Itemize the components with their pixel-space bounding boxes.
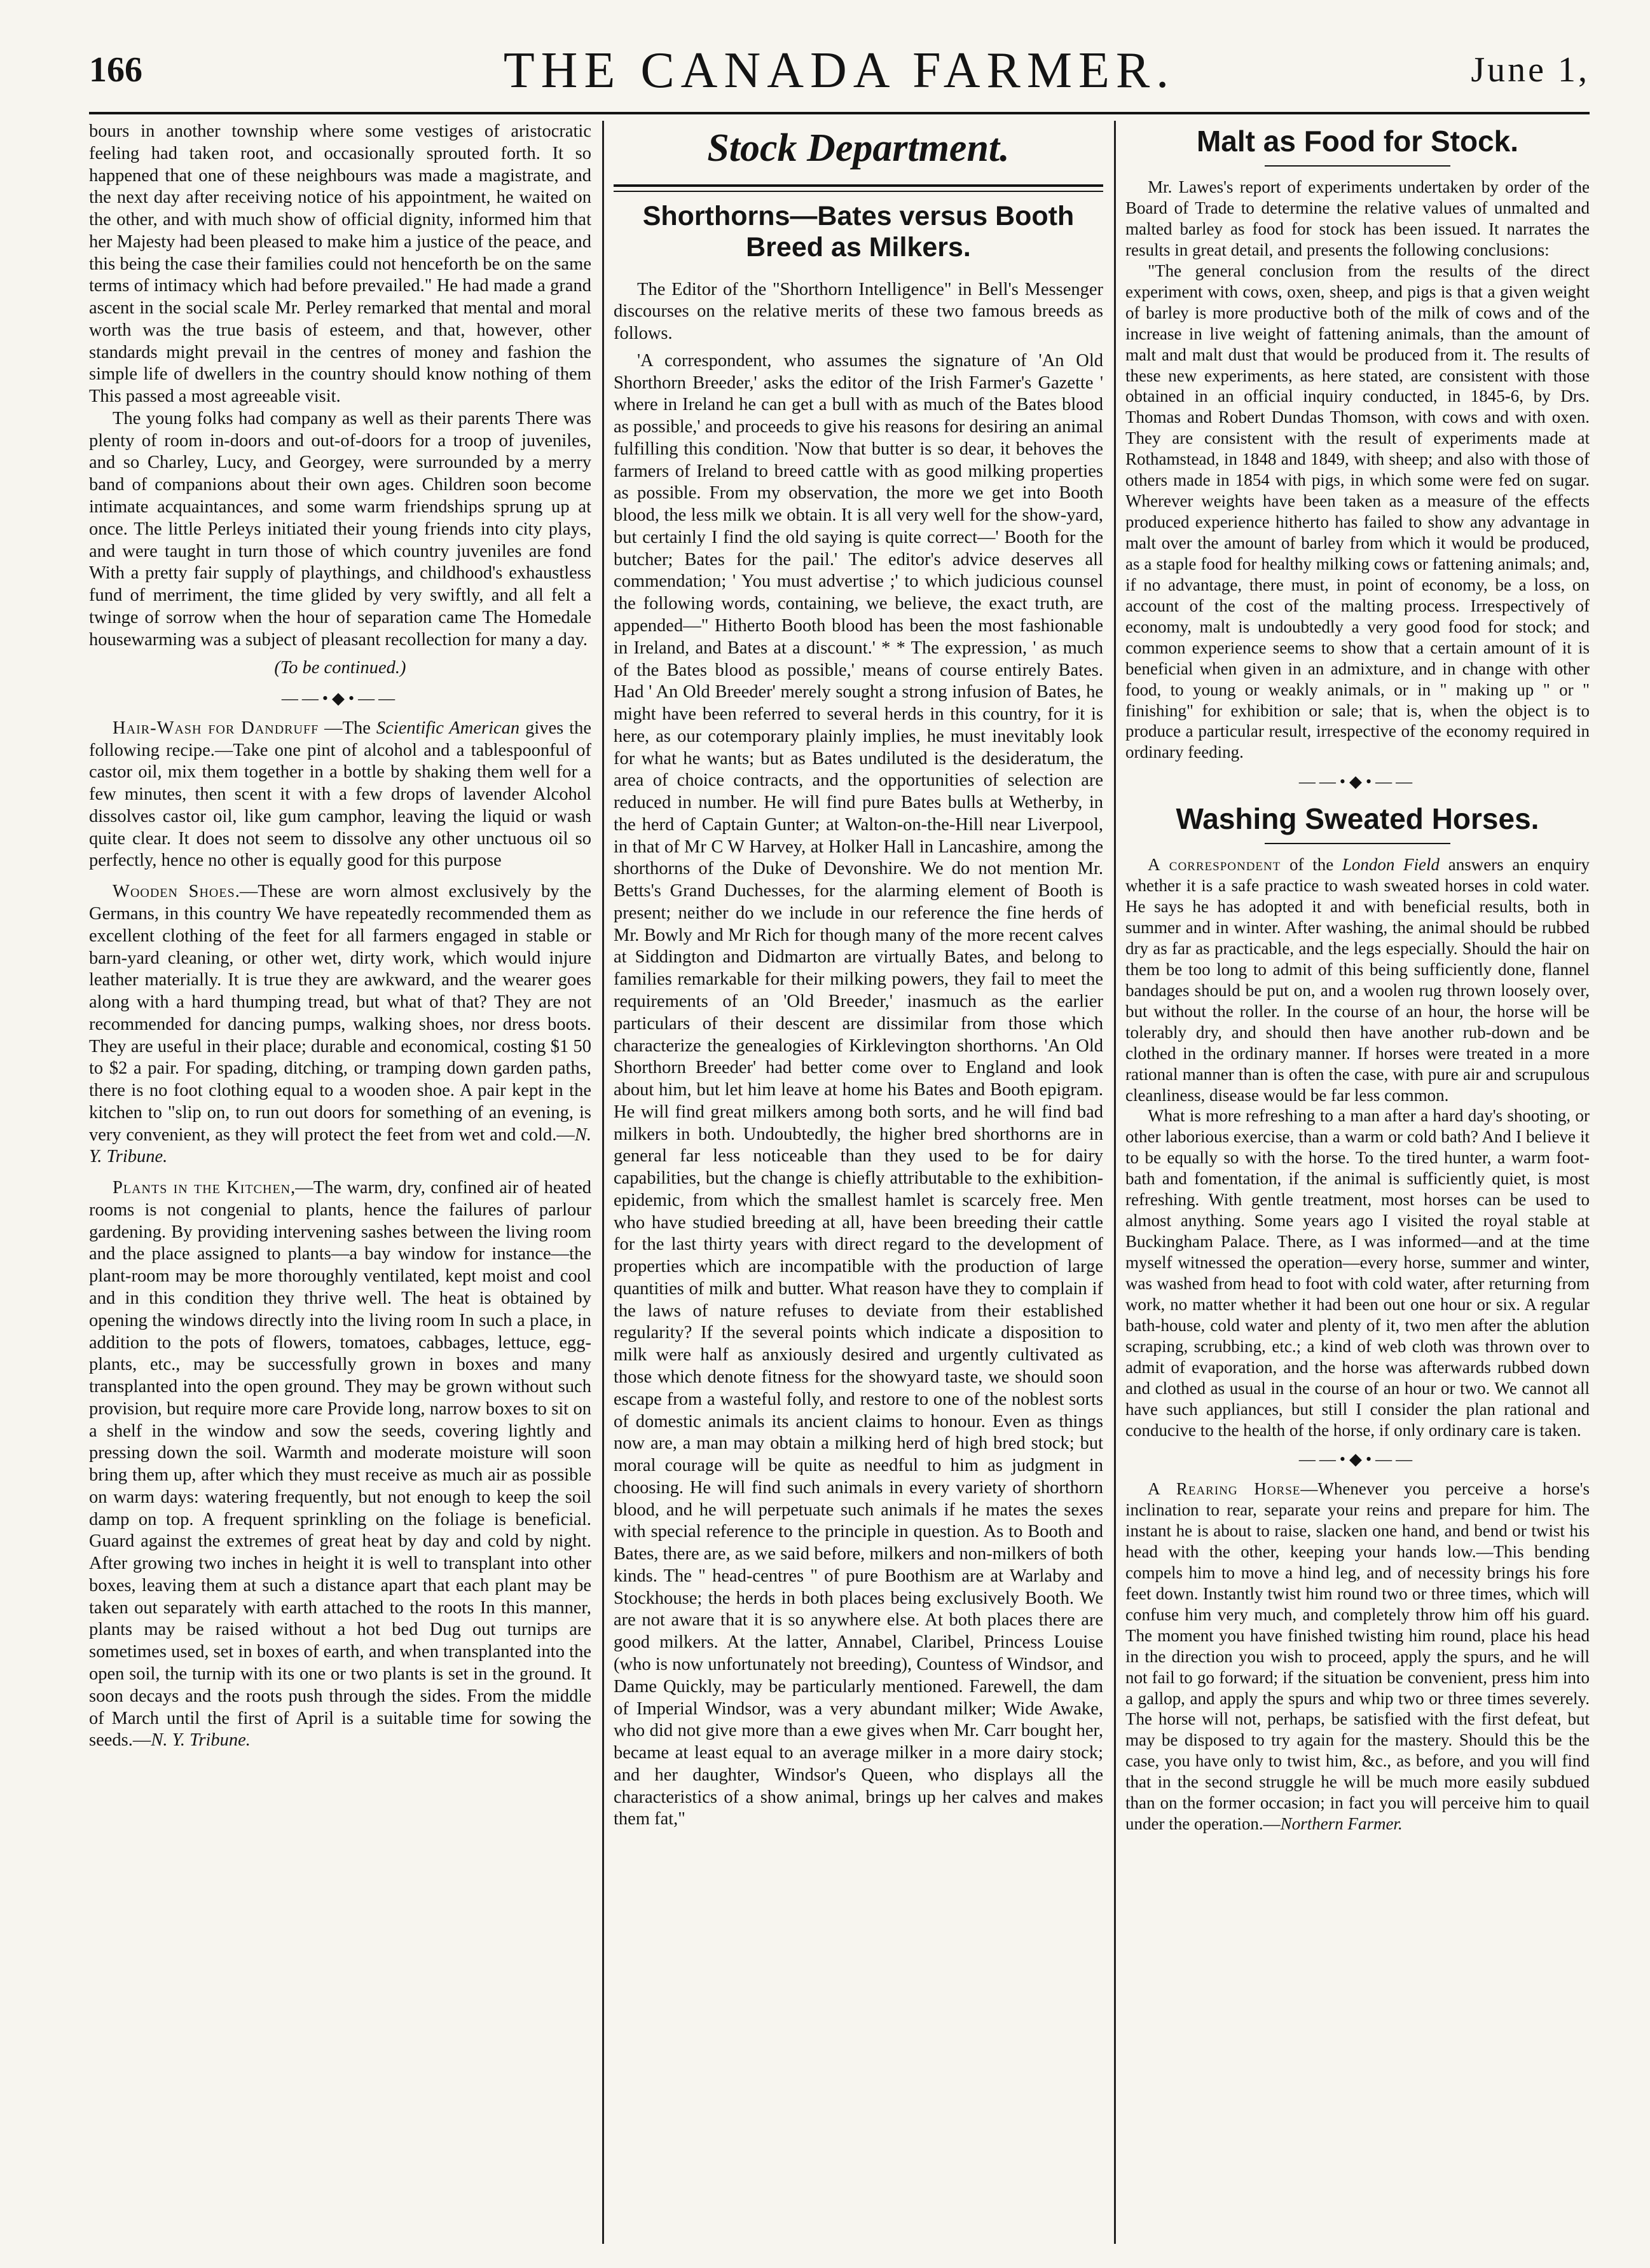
article-paragraph: 'A correspondent, who assumes the signature of 'An Old Shorthorn Breeder,' asks the editor of the Irish Farmer's Gazette ' where in Ireland he can get a bull with as much of the Bates blood as possible,' and proceeds to give his reasons for desiring an animal fulfilling this condition. 'Now that butter is so dear, it behoves the farmers of Ireland to breed cattle with as good milking properties as possible. From my observation, the more we get into Booth blood, the less milk we obtain. It is all very well for the show-yard, but certainly I find the old saying is quite correct—' Booth for the butcher; Bates for the pail.' The editor's advice deserves all commendation; ' You must advertise ;' to which judicious counsel the following words, containing, we believe, the exact truth, are appended—" Hitherto Booth blood has been the most fashionable in Ireland, and Bates at a discount.' * * The expression, ' as much of the Bates blood as possible,' means of course entirely Bates. Had ' An Old Breeder' merely sought a strong infusion of Bates, he might have been referred to several herds in this country, for it is here, as our cotemporary plainly implies, he must inevitably look for what he wants; but as Bates undiluted is the desideratum, the area of choice contracts, and the opportunities of selection are reduced in number. He will find pure Bates bulls at Wetherby, in the herd of Captain Gunter; at Walton-on-the-Hill near Liverpool, in that of Mr C W Harvey, at Holker Hall in Lancashire, among the shorthorns of the Duke of Devonshire. We do not mention Mr. Betts's Grand Duchesses, for the alarming element of Booth is present; neither do we include in our reference the fine herds of Mr. Bowly and Mr Rich for though many of the more recent calves at Siddington and Didmarton are virtually Bates, and belong to families remarkable for their milking powers, they fail to meet the requirements of an 'Old Breeder,' inasmuch as the earlier particulars of their descent are dissimilar from those which characterize the genealogies of Kirklevington shorthorns. 'An Old Shorthorn Breeder' had better come over to England and look about him, but let him leave at home his Bates and Booth epigram. He will find great milkers among both sorts, and he will find bad milkers in both. Undoubtedly, the higher bred shorthorns are in general far less noticeable than they used to be for dairy capabilities, but the change is chiefly attributable to the exhibition-epidemic, from which the smallest hamlet is scarcely free. Men who have studied breeding at all, have been breeding their cattle for the last thirty years with direct regard to the development of properties which are incompatible with the production of large quantities of milk and butter. What reason have they to complain if the laws of nature refuses to deviate from their established regularity? If the several points which indicate a disposition to milk were half as anxiously desired and urgently cultivated as those which denote fitness for the showyard taste, we should soon escape from a wasteful folly, and restore to one of the noblest sorts of domestic animals its ancient claims to honour. Even as things now are, a man may obtain a milking herd of high bred stock; but moral courage will be quite as needful to him as judgment in choosing. He will find such animals in every variety of shorthorn blood, and he will perpetuate such animals if he mates the sexes with special reference to the principle in question. As to Booth and Bates, there are, as we said before, milkers and non-milkers of both kinds. The " head-centres " of pure Boothism are at Warlaby and Stockhouse; the herds in both places being exclusively Booth. We are not aware that it is so anywhere else. At both places there are good milkers. At the latter, Annabel, Claribel, Princess Louise (who is now unfortunately not breeding), Countess of Windsor, and Dame Quickly, may be particularly mentioned. Farewell, the dam of Imperial Windsor, was a very abundant milker; Wide Awake, who did not give more than a ewe gives when Mr. Carr bought her, became at least equal to an average milker in a more dairy stock; and her daughter, Windsor's Queen, who displays all the characteristics of a show animal, brings up her calves and makes them fat,": [614, 350, 1103, 1829]
heading-rule: [614, 184, 1103, 192]
article-text: ,—The warm, dry, confined air of heated rooms is not congenial to plants, hence the failures of parlour gardening. By providing intervening sashes between the living room and the place assigned to plants—a bay window for instance—the plant-room may be more thoroughly ventilated, kept moist and cool and in this condition they thrive well. The heat is obtained by opening the windows directly into the living room In such a place, in addition to the pots of flowers, tomatoes, cabbages, lettuce, egg-plants, etc., may be successfully grown in boxes and many transplanted into the open ground. They may be grown without such provision, but require more care Provide long, narrow boxes to sit on a shelf in the window and sow the seeds, covering lightly and pressing down the soil. Warmth and moderate moisture will soon bring them up, after which they must receive as much air as possible on warm days: watering frequently, but not enough to keep the soil damp on top. A frequent sprinkling on the foliage is beneficial. Guard against the extremes of great heat by day and cold by night. After growing two inches in height it is well to transplant into other boxes, leaving them at such a distance apart that each plant may be taken out separately with earth attached to the roots In this manner, plants may be raised without a hot bed Dug out turnips are sometimes used, set in boxes of earth, and when transplanted into the open soil, the turnip with its one or two plants is set in the ground. It soon decays and the roots push through the sides. From the middle of March until the first of April is a suitable time for sowing the seeds.—: [89, 1178, 591, 1751]
section-ornament: ——•◆•——: [1298, 1450, 1417, 1469]
article-text: —The: [319, 718, 376, 738]
heading-rule: [1265, 165, 1450, 167]
section-ornament: ——•◆•——: [281, 689, 399, 708]
article-text: gives the following recipe.—Take one pint of alcohol and a tablespoonful of castor oil, mix them together in a bottle by shaking them well for a few minutes, then scent it with a few drops of lavender Alcohol dissolves castor oil, like gum camphor, leaving the liquid or wash quite clear. It does not seem to dissolve any other unctuous oil so perfectly, hence no other is equally good for this purpose: [89, 718, 591, 871]
section-ornament: ——•◆•——: [1298, 772, 1417, 791]
article-text: —Whenever you perceive a horse's inclination to rear, separate your reins and prepare for him. The instant he is about to raise, slacken one hand, and bend or twist his head with the other, keeping your hands low.—This bending compels him to move a hind leg, and of necessity brings his fore feet down. Instantly twist him round two or three times, which will confuse him very much, and completely throw him off his guard. The moment you have finished twisting him round, place his head in the direction you wish to proceed, apply the spurs, and he will not fail to go forward; if the situation be convenient, press him into a gallop, and apply the spurs and whip two or three times severely. The horse will not, perhaps, be satisfied with the first defeat, but may be disposed to try again for the mastery. Should this be the case, you have only to twist him, &c., as before, and you will find that in the second struggle he will be much more easily subdued than on the former occasion; in fact you will perceive him to quail under the operation.—: [1125, 1479, 1590, 1834]
article-headline: Malt as Food for Stock.: [1196, 125, 1519, 158]
article-paragraph: Mr. Lawes's report of experiments undertaken by order of the Board of Trade to determine the relative values of unmalted and malted barley as food for stock has been issued. It narrates the results in great detail, and presents the following conclusions:: [1125, 177, 1590, 259]
article-paragraph: "The general conclusion from the results of the direct experiment with cows, oxen, sheep, and pigs is that a given weight of barley is more productive both of the milk of cows and of the increase in live weight of fattening animals, than the amount of malt and malt dust that would be produced from it. The results of these new experiments, as here stated, are consistent with those obtained in an official inquiry conducted, in 1845-6, by Drs. Thomas and Robert Dundas Thomson, with cows and with oxen. They are consistent with the result of experiments made at Rothamstead, in 1848 and 1849, with sheep; and also with those of others made in 1854 with pigs, in which some were fed on sugar. Wherever weights have been taken as a measure of the effects produced experience hitherto has failed to show any advantage in malt over the amount of barley from which it would be produced, as a staple food for healthy milking cows or fattening animals; and, if no advantage, there must, in point of economy, be a loss, on account of the cost of the malting process. Irrespectively of economy, malt is undoubtedly a very good food for stock; and common experience seems to show that a certain amount of it is beneficial when given in an admixture, and in change with other food, to young or weakly animals, or in " making up " or " finishing" for exhibition or sale; that is, when the object is to produce a particular result, irrespective of the economy required in ordinary feeding.: [1125, 261, 1590, 762]
issue-date: June 1,: [1471, 50, 1590, 90]
article-lead: A Rearing Horse: [1148, 1479, 1301, 1499]
article-text: of the: [1281, 855, 1342, 875]
article-lead: A correspondent: [1148, 855, 1281, 875]
story-paragraph: bours in another township where some vestiges of aristocratic feeling had taken root, and occasionally sprouted forth. It so happened that one of these neighbours was made a magistrate, and the next day after receiving notice of his appointment, he waited on the other, and with much show of official dignity, informed him that her Majesty had been pleased to make him a justice of the peace, and this being the case their families could not henceforth be on the same terms of intimacy which had before prevailed." He had made a grand ascent in the social scale Mr. Perley remarked that mental and moral worth was the true basis of esteem, and that, however, other standards might prevail in the centres of money and fashion the simple life of dwellers in the country should know nothing of them This passed a most agreeable visit.: [89, 121, 591, 407]
source-name: Scientific American: [376, 718, 520, 738]
department-heading: Stock Department.: [707, 126, 1010, 170]
column-left: [89, 121, 591, 2244]
article-credit: N. Y. Tribune.: [151, 1730, 251, 1751]
article-wooden-shoes: [89, 881, 591, 1168]
article-plants-kitchen: [89, 1177, 591, 1752]
article-headline: Shorthorns—Bates versus Booth Breed as Milkers.: [642, 200, 1075, 263]
article-rearing-horse: [1125, 1479, 1590, 1834]
article-credit: N. Y. Tribune.: [89, 1124, 591, 1167]
article-paragraph: The Editor of the "Shorthorn Intelligence" in Bell's Messenger discourses on the relative merits of these two famous breeds as follows.: [614, 279, 1103, 344]
journal-title: THE CANADA FARMER.: [503, 43, 1176, 99]
page-number: 166: [89, 50, 142, 90]
article-hair-wash: [89, 718, 591, 872]
article-lead: Plants in the Kitchen: [113, 1178, 291, 1198]
column-middle: [614, 121, 1103, 2244]
story-paragraph: The young folks had company as well as their parents There was plenty of room in-doors and out-of-doors for a troop of juveniles, and so Charley, Lucy, and Georgey, were surrounded by a merry band of companions about their own ages. Children soon become intimate acquaintances, and some warm friendships sprung up at once. The little Perleys initiated their young friends into city plays, and were taught in turn those of which country juveniles are fond With a pretty fair supply of playthings, and childhood's exhaustless fund of merriment, the time glided by very swiftly, and all felt a twinge of sorrow when the hour of separation came The Homedale housewarming was a subject of pleasant recollection for many a day.: [89, 408, 591, 650]
article-credit: Northern Farmer.: [1280, 1814, 1403, 1834]
masthead-rule: [89, 112, 1590, 114]
masthead: [89, 42, 1590, 112]
article-washing-horses: [1125, 854, 1590, 1105]
source-name: London Field: [1342, 855, 1440, 875]
article-lead: Wooden Shoes: [113, 882, 235, 902]
column-divider: [1114, 121, 1116, 2244]
heading-rule: [1265, 843, 1450, 844]
column-divider: [602, 121, 604, 2244]
column-right: [1125, 121, 1590, 2244]
article-text: answers an enquiry whether it is a safe practice to wash sweated horses in cold water. He says he has adopted it and with beneficial results, both in summer and in winter. After washing, the animal should be rubbed dry as far as practicable, and the legs especially. Should the hair on them be too long to admit of this being sufficiently done, flannel bandages should be put on, and a woolen rug thrown loosely over, but without the roller. In the course of an hour, the horse will be tolerably dry, and should then have another rub-down and be clothed in the ordinary manner. If horses were treated in a more rational manner than is often the case, with pure air and scrupulous cleanliness, disease would be far less common.: [1125, 855, 1590, 1105]
to-be-continued: (To be continued.): [274, 658, 406, 678]
article-text: .—These are worn almost exclusively by the Germans, in this country We have repeatedly recommended them as excellent clothing of the feet for all farmers engaged in stable or barn-yard cleaning, or other wet, dirty work, which would injure leather materially. It is true they are awkward, and the wearer goes along with a hard thumping tread, but what of that? They are not recommended for dancing pumps, walking shoes, nor dress boots. They are useful in their place; durable and economical, costing $1 50 to $2 a pair. For spading, ditching, or tramping down garden paths, there is no foot clothing equal to a wooden shoe. A pair kept in the kitchen to "slip on, to run out doors for something of an evening, is very convenient, as they will protect the feet from wet and cold.—: [89, 882, 591, 1145]
article-paragraph: What is more refreshing to a man after a hard day's shooting, or other laborious exercise, than a warm or cold bath? And I believe it to be equally so with the horse. To the tired hunter, a warm foot-bath and fomentation, if the animal is sufficiently quiet, is most refreshing. With gentle treatment, most horses can be used to almost anything. Some years ago I visited the royal stable at Buckingham Palace. There, as I was informed—and at the time myself witnessed the operation—every horse, summer and winter, was washed from head to foot with cold water, after returning from work, no matter whether it had been out one hour or six. A regular bath-house, cold water and plenty of it, two men after the ablution scraping, scrubbing, etc.; a kind of web cloth was thrown over to admit of evaporation, and the horse was afterwards rubbed down and clothed as usual in the course of an hour or two. We cannot all have such appliances, but still I consider the plan rational and conducive to the health of the horse, if only ordinary care is taken.: [1125, 1106, 1590, 1440]
article-headline: Washing Sweated Horses.: [1176, 802, 1539, 836]
article-lead: Hair-Wash for Dandruff: [113, 718, 319, 738]
